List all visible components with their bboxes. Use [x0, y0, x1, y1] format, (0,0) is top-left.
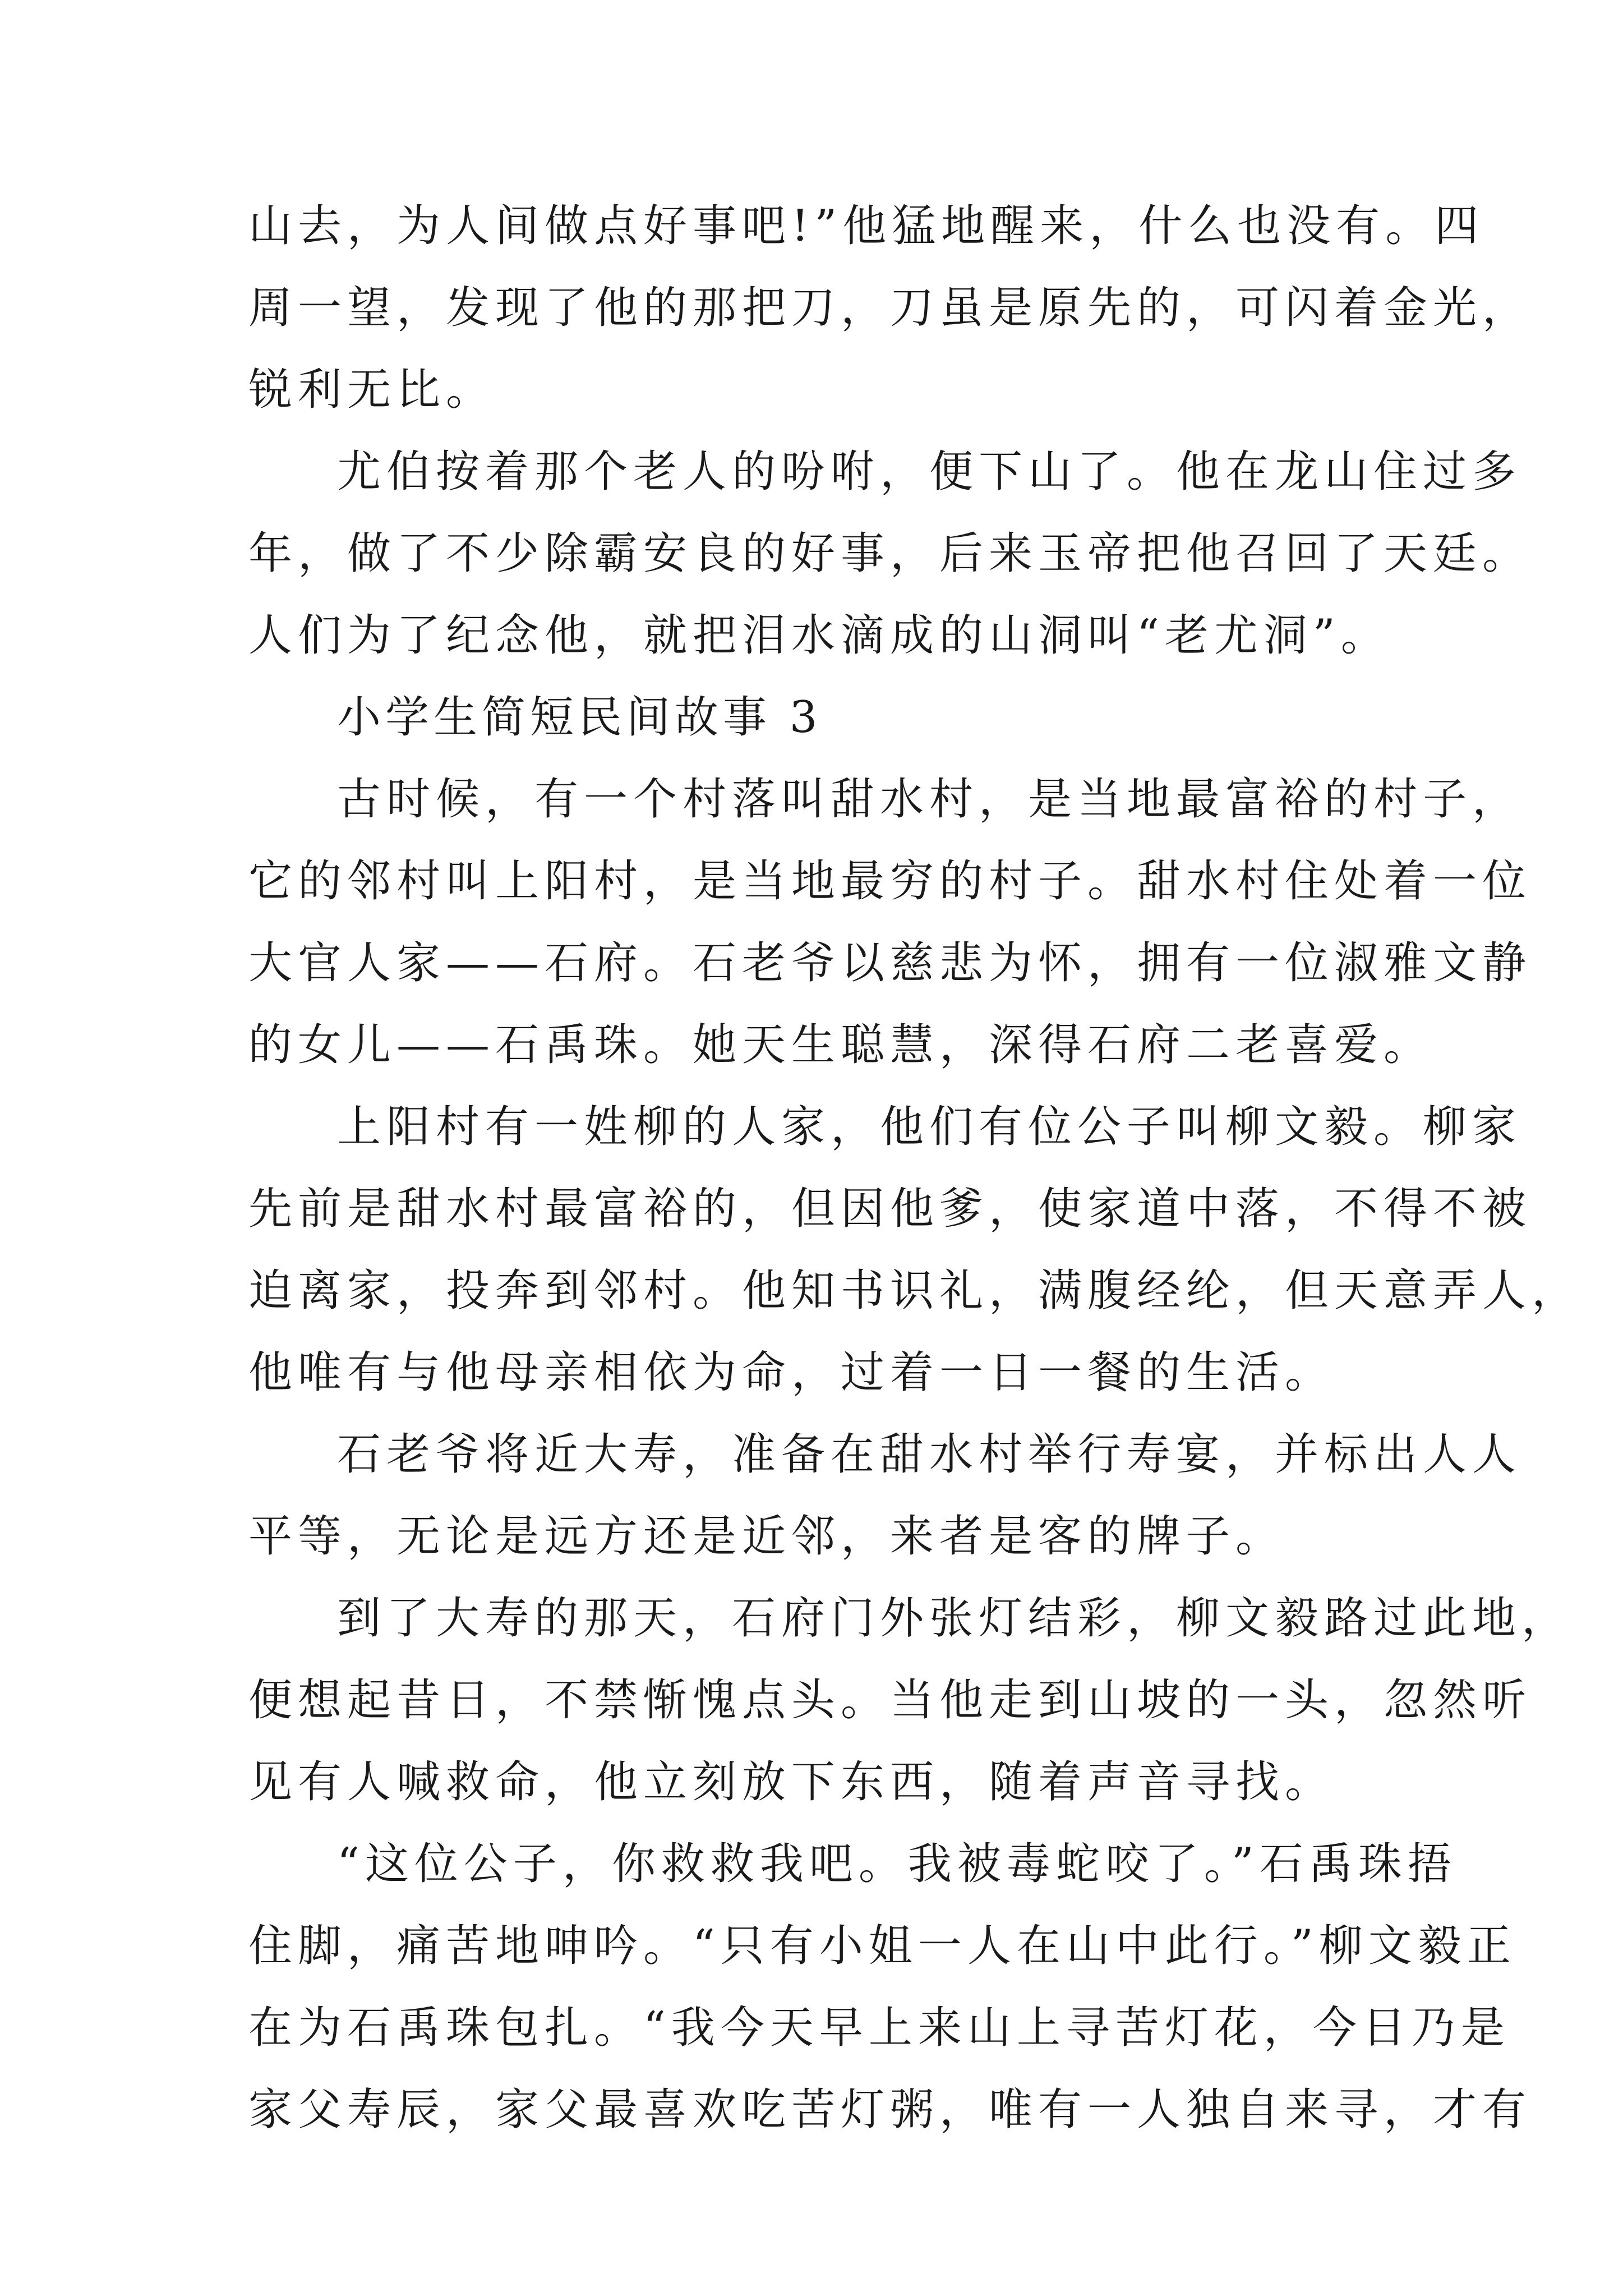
text-line: 便想起昔日，不禁惭愧点头。当他走到山坡的一头，忽然听	[248, 1675, 1532, 1726]
text-line: 的女儿——石禹珠。她天生聪慧，深得石府二老喜爱。	[248, 1020, 1433, 1070]
body-text	[248, 185, 1581, 2151]
paragraph-first-line: 尤伯按着那个老人的吩咐，便下山了。他在龙山住过多	[337, 447, 1522, 497]
text-line: 锐利无比。	[248, 365, 496, 415]
text-line: 人们为了纪念他，就把泪水滴成的山洞叫“老尤洞”。	[248, 610, 1390, 661]
text-line: 年，做了不少除霸安良的好事，后来玉帝把他召回了天廷。	[248, 528, 1532, 579]
text-line: 它的邻村叫上阳村，是当地最穷的村子。甜水村住处着一位	[248, 856, 1532, 907]
text-line: 平等，无论是远方还是近邻，来者是客的牌子。	[248, 1511, 1285, 1562]
text-line: 山去，为人间做点好事吧!”他猛地醒来，什么也没有。四	[248, 201, 1484, 251]
text-line: 见有人喊救命，他立刻放下东西，随着声音寻找。	[248, 1757, 1335, 1807]
text-line: 先前是甜水村最富裕的，但因他爹，使家道中落，不得不被	[248, 1184, 1532, 1234]
text-line: 周一望，发现了他的那把刀，刀虽是原先的，可闪着金光，	[248, 283, 1532, 333]
text-line: 大官人家——石府。石老爷以慈悲为怀，拥有一位淑雅文静	[248, 938, 1532, 988]
paragraph-first-line: “这位公子，你救救我吧。我被毒蛇咬了。”石禹珠捂	[337, 1839, 1457, 1889]
paragraph-first-line: 石老爷将近大寿，准备在甜水村举行寿宴，并标出人人	[337, 1429, 1522, 1480]
text-line: 在为石禹珠包扎。“我今天早上来山上寻苦灯花，今日乃是	[248, 2003, 1510, 2053]
paragraph-first-line: 到了大寿的那天，石府门外张灯结彩，柳文毅路过此地，	[337, 1593, 1571, 1644]
paragraph-first-line: 古时候，有一个村落叫甜水村，是当地最富裕的村子，	[337, 774, 1522, 825]
text-line: 家父寿辰，家父最喜欢吃苦灯粥，唯有一人独自来寻，才有	[248, 2085, 1532, 2135]
text-line: 住脚，痛苦地呻吟。“只有小姐一人在山中此行。”柳文毅正	[248, 1921, 1516, 1971]
text-line: 迫离家，投奔到邻村。他知书识礼，满腹经纶，但天意弄人，	[248, 1266, 1581, 1316]
section-heading: 小学生简短民间故事 3	[337, 692, 822, 743]
paragraph-first-line: 上阳村有一姓柳的人家，他们有位公子叫柳文毅。柳家	[337, 1102, 1522, 1152]
text-line: 他唯有与他母亲相依为命，过着一日一餐的生活。	[248, 1347, 1335, 1398]
